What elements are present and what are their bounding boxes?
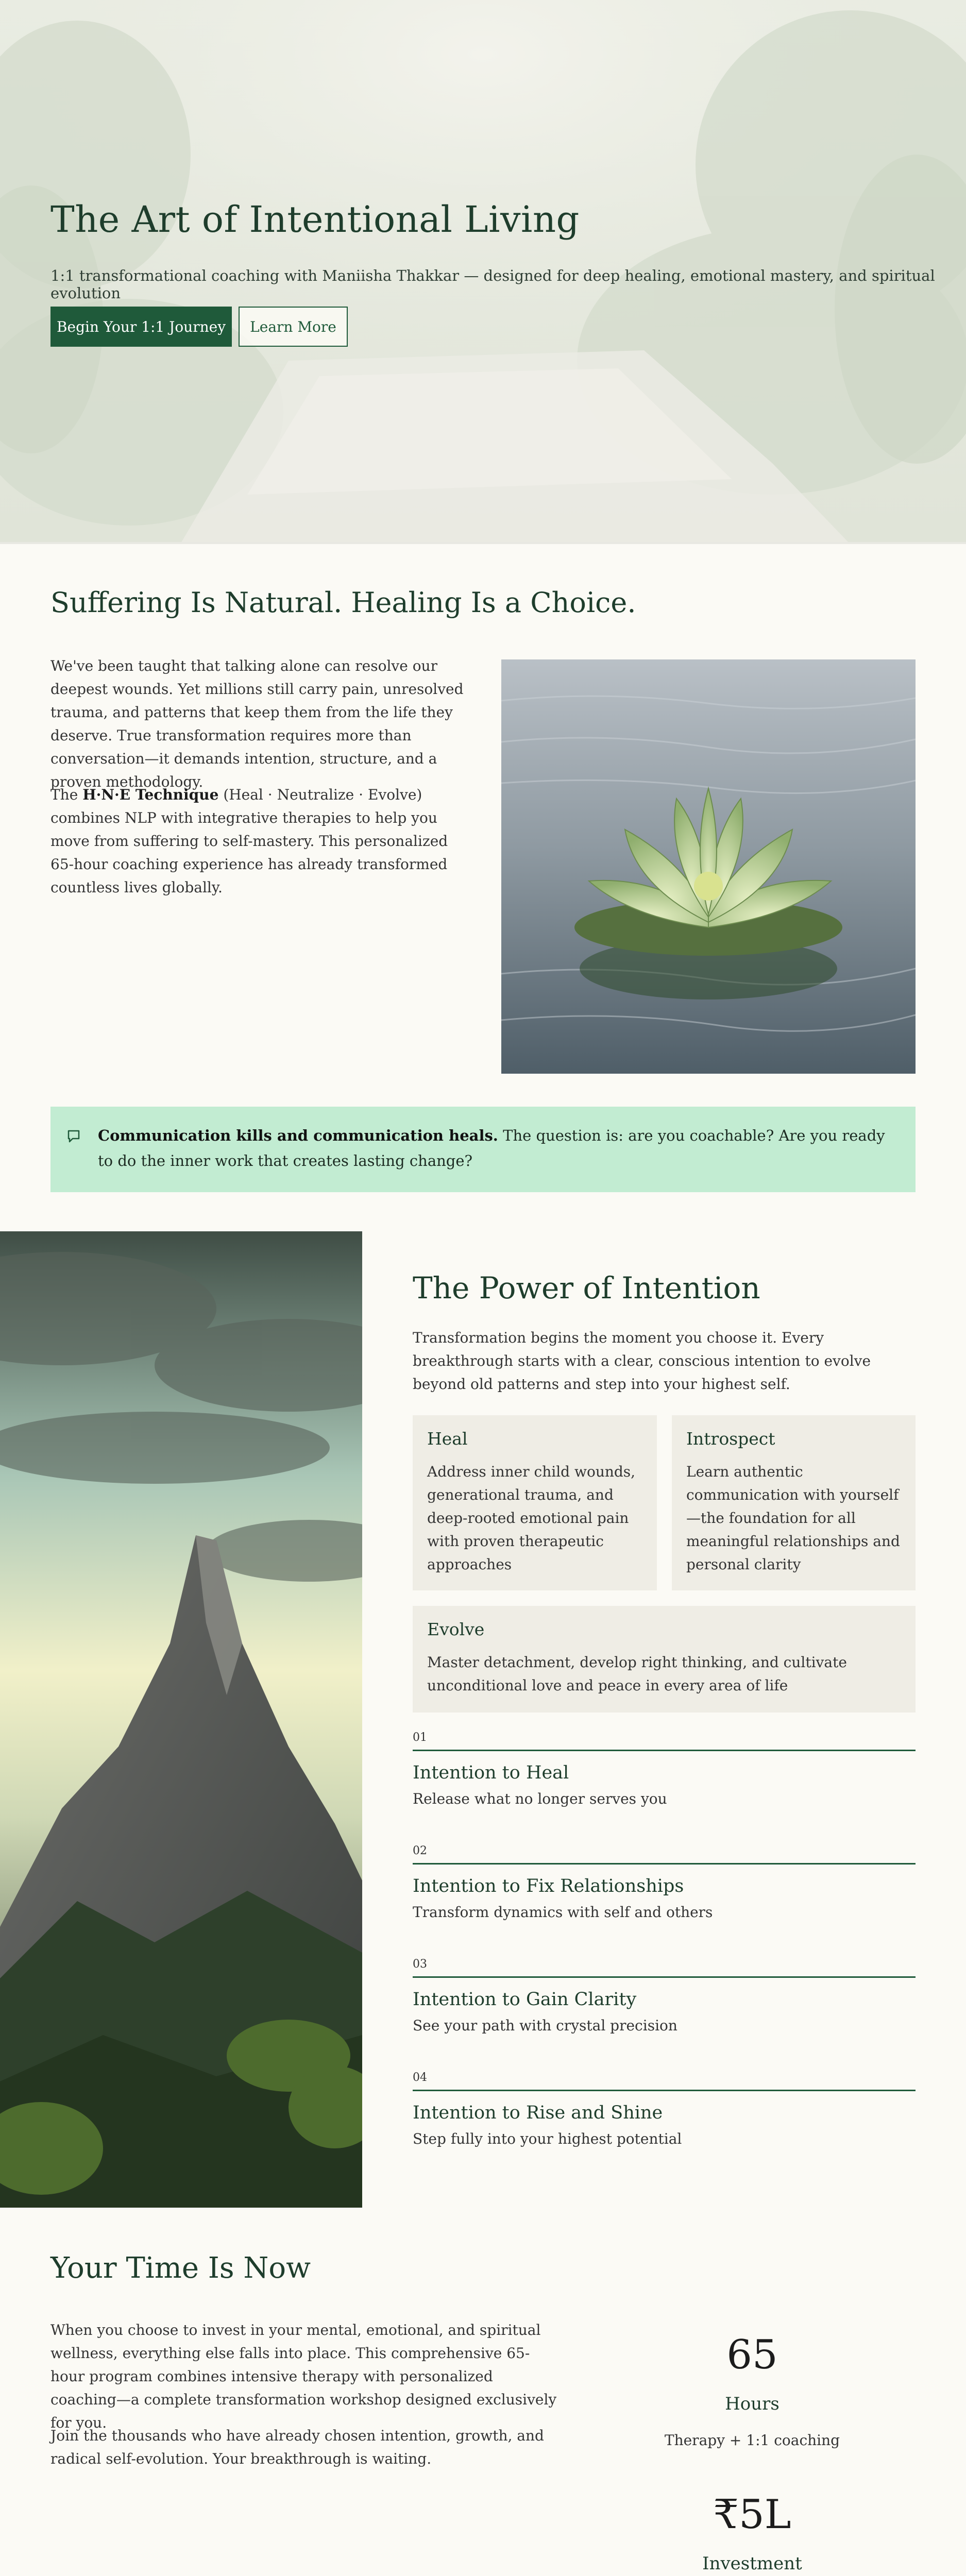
hero-section bbox=[0, 0, 966, 544]
intention-desc: See your path with crystal precision bbox=[413, 2017, 677, 2034]
card-title: Introspect bbox=[686, 1429, 775, 1449]
mountain-image bbox=[0, 1231, 362, 2208]
callout-bold: Communication kills and communication heals. bbox=[98, 1127, 498, 1144]
intention-number: 01 bbox=[413, 1731, 427, 1744]
begin-journey-button[interactable]: Begin Your 1:1 Journey bbox=[50, 307, 232, 347]
card-introspect bbox=[672, 1415, 916, 1590]
intention-item-2 bbox=[413, 1844, 916, 1921]
intention-number: 04 bbox=[413, 2071, 427, 2084]
stat-value: 65 bbox=[726, 2332, 778, 2378]
stat-label: Hours bbox=[725, 2394, 779, 2414]
stat-value: ₹5L bbox=[713, 2492, 791, 2538]
intention-title: Intention to Gain Clarity bbox=[413, 1989, 637, 2010]
stat-hours bbox=[649, 2332, 855, 2449]
callout-text bbox=[98, 1123, 891, 1174]
card-heal bbox=[413, 1415, 657, 1590]
lotus-image bbox=[501, 659, 916, 1074]
intention-desc: Release what no longer serves you bbox=[413, 1790, 667, 1807]
power-section-title: The Power of Intention bbox=[413, 1270, 760, 1306]
intention-item-4 bbox=[413, 2071, 916, 2147]
intention-item-3 bbox=[413, 1958, 916, 2034]
card-title: Evolve bbox=[427, 1619, 485, 1639]
intention-number: 03 bbox=[413, 1958, 427, 1971]
intention-desc: Step fully into your highest potential bbox=[413, 2130, 682, 2147]
card-text: Address inner child wounds, generational trauma, and deep-rooted emotional pain with proven therapeutic approaches bbox=[427, 1463, 636, 1573]
chat-bubble-icon bbox=[66, 1128, 81, 1144]
callout-box bbox=[50, 1107, 916, 1192]
intention-title: Intention to Heal bbox=[413, 1762, 569, 1783]
power-intro: Transformation begins the moment you choose it. Every breakthrough starts with a clear, conscious intention to evolve beyond old patterns and step into your highest self. bbox=[413, 1329, 871, 1393]
intention-divider bbox=[413, 1976, 916, 1978]
p2-rest: (Heal · Neutralize · Evolve) combines NLP with integrative therapies to help you move from suffering to self-mastery. This personalized 65-hour coaching experience has already transformed countless lives globally. bbox=[50, 786, 448, 896]
intention-divider bbox=[413, 2090, 916, 2091]
intention-divider bbox=[413, 1863, 916, 1865]
time-paragraph-1: When you choose to invest in your mental, emotional, and spiritual wellness, everything else falls into place. This comprehensive 65-hour program combines intensive therapy with personalized coaching—a complete transformation workshop designed exclusively for you. bbox=[50, 2321, 557, 2431]
intention-title: Intention to Fix Relationships bbox=[413, 1876, 684, 1896]
card-text: Master detachment, develop right thinking, and cultivate unconditional love and peace in every area of life bbox=[427, 1654, 847, 1694]
intention-desc: Transform dynamics with self and others bbox=[413, 1904, 713, 1921]
intention-divider bbox=[413, 1750, 916, 1751]
intention-number: 02 bbox=[413, 1844, 427, 1857]
time-paragraph-2: Join the thousands who have already chosen intention, growth, and radical self-evolution. Your breakthrough is waiting. bbox=[50, 2427, 544, 2467]
p2-lead: The bbox=[50, 786, 83, 803]
stat-investment bbox=[649, 2492, 855, 2576]
learn-more-button[interactable]: Learn More bbox=[239, 307, 348, 347]
intention-item-1 bbox=[413, 1731, 916, 1807]
callout-rest: The question is: are you coachable? Are you ready to do the inner work that creates lasting change? bbox=[98, 1127, 885, 1170]
time-section-title: Your Time Is Now bbox=[50, 2251, 311, 2285]
card-evolve bbox=[413, 1606, 916, 1713]
hne-technique-label: H·N·E Technique bbox=[82, 786, 219, 803]
card-title: Heal bbox=[427, 1429, 468, 1449]
intention-title: Intention to Rise and Shine bbox=[413, 2103, 663, 2123]
suffering-paragraph-1: We've been taught that talking alone can resolve our deepest wounds. Yet millions still carry pain, unresolved trauma, and patterns that keep them from the life they deserve. True transformation requires more than conversation—it demands intention, structure, and a proven methodology. bbox=[50, 657, 464, 790]
stat-sub: Therapy + 1:1 coaching bbox=[664, 2432, 840, 2449]
suffering-paragraph-2 bbox=[50, 783, 473, 899]
card-text: Learn authentic communication with yourself—the foundation for all meaningful relationships and personal clarity bbox=[686, 1463, 900, 1573]
suffering-section-title: Suffering Is Natural. Healing Is a Choice. bbox=[50, 586, 636, 619]
stat-label: Investment bbox=[702, 2553, 802, 2574]
hero-subtitle: 1:1 transformational coaching with Maniisha Thakkar — designed for deep healing, emotional mastery, and spiritual evolution bbox=[50, 267, 935, 302]
hero-title: The Art of Intentional Living bbox=[50, 198, 580, 241]
